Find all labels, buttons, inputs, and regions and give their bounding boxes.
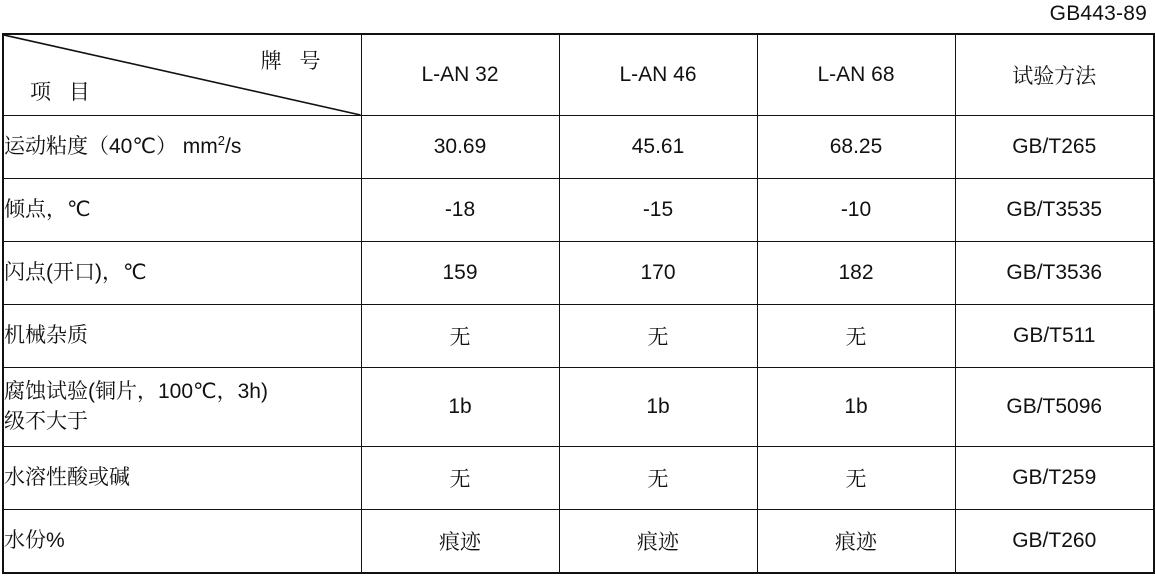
header-col-3: 试验方法 (955, 34, 1154, 116)
table-body (3, 116, 1154, 574)
table-row (3, 368, 1154, 447)
header-corner-cell (3, 34, 361, 116)
row-label-viscosity: 运动粘度（40℃） $mm^2/s$ (3, 116, 361, 179)
row-value: 痕迹 (757, 510, 955, 574)
row-value: 无 (361, 305, 559, 368)
row-method: GB/T3536 (955, 242, 1154, 305)
row-value: 无 (757, 447, 955, 510)
specification-table (2, 33, 1155, 574)
row-value: -15 (559, 179, 757, 242)
row-value: 30.69 (361, 116, 559, 179)
row-label-mechanical-impurities: 机械杂质 (3, 305, 361, 368)
header-item-label: 项 目 (30, 81, 96, 104)
row-label-water-content: 水份% (3, 510, 361, 574)
row-method: GB/T5096 (955, 368, 1154, 447)
row-label-pour-point: 倾点，℃ (3, 179, 361, 242)
row-label-line-2: 级不大于 (4, 410, 88, 433)
row-label-water-soluble-acid: 水溶性酸或碱 (3, 447, 361, 510)
row-value: 45.61 (559, 116, 757, 179)
row-label-corrosion-test (3, 368, 361, 447)
row-value: 痕迹 (559, 510, 757, 574)
row-label-line-1: 腐蚀试验(铜片，100℃，3h) (4, 379, 268, 403)
row-method: GB/T259 (955, 447, 1154, 510)
table-header-row (3, 34, 1154, 116)
row-value: 痕迹 (361, 510, 559, 574)
row-method: GB/T265 (955, 116, 1154, 179)
table-row (3, 447, 1154, 510)
row-value: 170 (559, 242, 757, 305)
table-row (3, 510, 1154, 574)
header-col-1: L-AN 46 (559, 34, 757, 116)
standard-code: GB443-89 (1049, 2, 1147, 25)
table-row (3, 179, 1154, 242)
row-value: 无 (361, 447, 559, 510)
header-col-2: L-AN 68 (757, 34, 955, 116)
row-value: -10 (757, 179, 955, 242)
row-method: GB/T3535 (955, 179, 1154, 242)
row-value: -18 (361, 179, 559, 242)
row-value: 无 (559, 447, 757, 510)
row-value: 无 (559, 305, 757, 368)
row-value: 68.25 (757, 116, 955, 179)
row-method: GB/T260 (955, 510, 1154, 574)
row-value: 无 (757, 305, 955, 368)
row-value: 1b (757, 368, 955, 447)
row-value: 159 (361, 242, 559, 305)
spec-table-container (2, 33, 1153, 574)
table-row (3, 242, 1154, 305)
header-brand-label: 牌 号 (260, 50, 327, 73)
row-label-flash-point: 闪点(开口)，℃ (3, 242, 361, 305)
row-value: 1b (559, 368, 757, 447)
table-row (3, 305, 1154, 368)
header-col-0: L-AN 32 (361, 34, 559, 116)
row-method: GB/T511 (955, 305, 1154, 368)
row-value: 182 (757, 242, 955, 305)
row-value: 1b (361, 368, 559, 447)
table-row (3, 116, 1154, 179)
